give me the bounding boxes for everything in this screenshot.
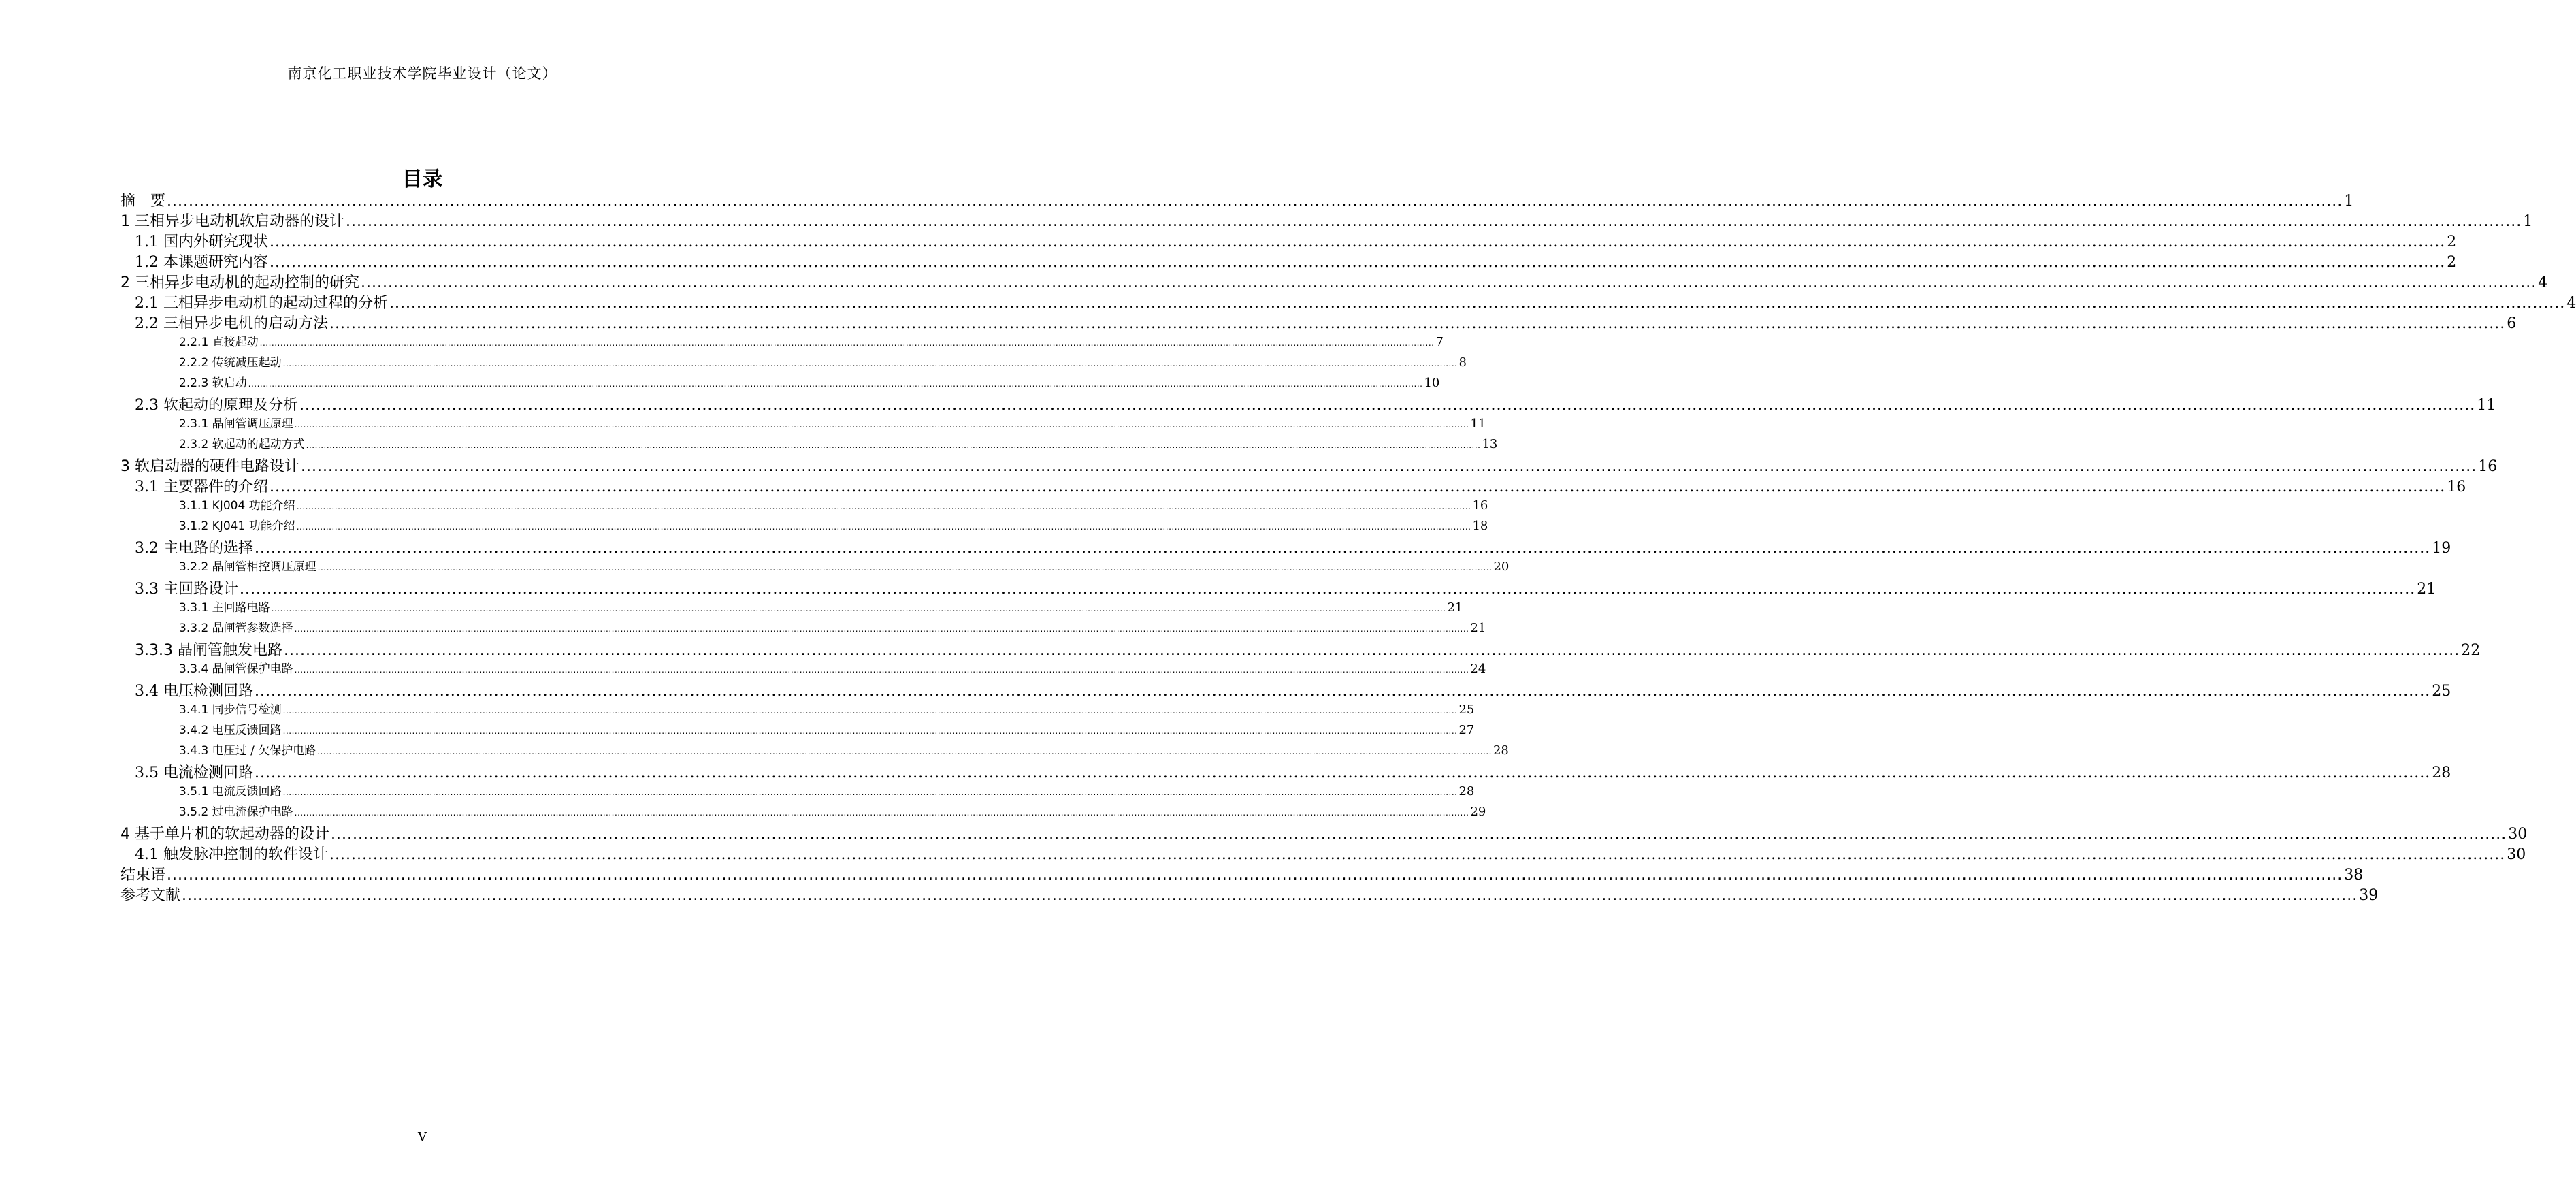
toc-leader-dots: ................................................................................................................................................................................................................................................................................................................................................................................................................ <box>306 440 1481 450</box>
toc-entry-page: 22 <box>2461 642 2481 659</box>
toc-entry-label: 1 三相异步电动机软启动器的设计 <box>120 213 344 230</box>
toc-entry-label: 3.2.2 晶闸管相控调压原理 <box>179 560 316 574</box>
toc-leader-dots: ................................................................................................................................................................................................................................................................................................................................................................................................................ <box>329 846 2506 863</box>
toc-leader-dots: ................................................................................................................................................................................................................................................................................................................................................................................................................ <box>331 826 2507 843</box>
toc-entry-page: 30 <box>2507 846 2526 863</box>
toc-entry-page: 24 <box>1470 662 1486 676</box>
toc-leader-dots: ................................................................................................................................................................................................................................................................................................................................................................................................................ <box>389 295 2566 312</box>
toc-entry[interactable] <box>179 598 1463 615</box>
toc-entry-page: 21 <box>1447 600 1463 615</box>
toc-entry[interactable] <box>179 557 1510 574</box>
toc-entry[interactable] <box>135 475 2466 496</box>
toc-entry[interactable] <box>179 434 1498 451</box>
toc-leader-dots: ................................................................................................................................................................................................................................................................................................................................................................................................................ <box>269 479 2446 496</box>
toc-entry[interactable] <box>120 455 2498 476</box>
toc-entry-label: 2.2 三相异步电机的启动方法 <box>135 315 328 332</box>
toc-entry-page: 13 <box>1482 437 1498 451</box>
toc-entry-label: 3.5.2 过电流保护电路 <box>179 805 293 819</box>
toc-leader-dots: ................................................................................................................................................................................................................................................................................................................................................................................................................ <box>239 581 2416 598</box>
toc-entry-page: 21 <box>1470 621 1486 635</box>
toc-leader-dots: ................................................................................................................................................................................................................................................................................................................................................................................................................ <box>254 764 2431 781</box>
toc-entry-label: 2.2.2 传统减压起动 <box>179 356 282 370</box>
toc-entry[interactable] <box>179 659 1486 676</box>
toc-entry-page: 7 <box>1435 335 1444 349</box>
toc-entry-label: 2.3 软起动的原理及分析 <box>135 397 298 414</box>
toc-entry-label: 3.1.2 KJ041 功能介绍 <box>179 519 295 533</box>
toc-entry-label: 2.3.1 晶闸管调压原理 <box>179 417 293 431</box>
toc-entry[interactable] <box>135 536 2451 558</box>
toc-entry-page: 28 <box>1458 784 1475 798</box>
toc-leader-dots: ................................................................................................................................................................................................................................................................................................................................................................................................................ <box>346 213 2522 230</box>
toc-entry[interactable] <box>179 353 1467 370</box>
toc-entry-page: 30 <box>2508 826 2528 843</box>
toc-entry[interactable] <box>179 802 1486 819</box>
toc-entry-page: 38 <box>2344 867 2364 884</box>
toc-leader-dots: ................................................................................................................................................................................................................................................................................................................................................................................................................ <box>271 604 1446 613</box>
toc-entry-label: 1.2 本课题研究内容 <box>135 254 268 271</box>
toc-entry[interactable] <box>120 210 2533 231</box>
toc-entry[interactable] <box>135 393 2496 415</box>
toc-entry-page: 28 <box>1493 743 1509 758</box>
toc-entry-label: 参考文献 <box>120 887 181 904</box>
toc-leader-dots: ................................................................................................................................................................................................................................................................................................................................................................................................................ <box>329 315 2506 332</box>
toc-leader-dots: ................................................................................................................................................................................................................................................................................................................................................................................................................ <box>294 420 1469 430</box>
toc-entry-label: 3.4.2 电压反馈回路 <box>179 724 282 737</box>
toc-entry-label: 2 三相异步电动机的起动控制的研究 <box>120 274 359 291</box>
toc-entry[interactable] <box>135 251 2457 272</box>
toc-entry-page: 2 <box>2447 254 2457 271</box>
toc-entry-label: 3.3.3 晶闸管触发电路 <box>135 642 282 659</box>
toc-entry-page: 8 <box>1458 355 1467 370</box>
toc-leader-dots: ................................................................................................................................................................................................................................................................................................................................................................................................................ <box>269 233 2446 251</box>
toc-entry-label: 3.3.4 晶闸管保护电路 <box>179 662 293 676</box>
toc-entry[interactable] <box>179 332 1444 349</box>
toc-leader-dots: ................................................................................................................................................................................................................................................................................................................................................................................................................ <box>282 359 1458 368</box>
toc-entry-page: 6 <box>2507 315 2517 332</box>
toc-entry[interactable] <box>135 679 2451 700</box>
toc-entry[interactable] <box>179 741 1509 758</box>
toc-entry-label: 1.1 国内外研究现状 <box>135 233 268 251</box>
toc-entry-label: 2.2.1 直接起动 <box>179 336 259 349</box>
toc-leader-dots: ................................................................................................................................................................................................................................................................................................................................................................................................................ <box>254 683 2431 700</box>
toc-entry[interactable] <box>120 189 2354 210</box>
toc-entry[interactable] <box>179 720 1475 737</box>
toc-entry-label: 2.2.3 软启动 <box>179 376 247 390</box>
toc-leader-dots: ................................................................................................................................................................................................................................................................................................................................................................................................................ <box>283 642 2460 659</box>
toc-entry[interactable] <box>135 843 2526 864</box>
toc-entry-page: 16 <box>2478 458 2498 475</box>
toc-entry-page: 21 <box>2417 581 2436 598</box>
toc-leader-dots: ................................................................................................................................................................................................................................................................................................................................................................................................................ <box>167 193 2343 210</box>
toc-entry-label: 3.5 电流检测回路 <box>135 764 253 781</box>
toc-entry-label: 4.1 触发脉冲控制的软件设计 <box>135 846 328 863</box>
toc-entry-page: 29 <box>1470 805 1486 819</box>
toc-leader-dots: ................................................................................................................................................................................................................................................................................................................................................................................................................ <box>294 624 1469 634</box>
toc-leader-dots: ................................................................................................................................................................................................................................................................................................................................................................................................................ <box>167 867 2343 884</box>
toc-entry[interactable] <box>120 863 2364 884</box>
toc-leader-dots: ................................................................................................................................................................................................................................................................................................................................................................................................................ <box>282 726 1458 736</box>
toc-entry[interactable] <box>179 781 1475 798</box>
toc-leader-dots: ................................................................................................................................................................................................................................................................................................................................................................................................................ <box>282 706 1458 715</box>
toc-entry-page: 4 <box>2538 274 2548 291</box>
toc-entry[interactable] <box>179 414 1486 431</box>
toc-entry-page: 28 <box>2432 764 2451 781</box>
toc-leader-dots: ................................................................................................................................................................................................................................................................................................................................................................................................................ <box>182 887 2358 904</box>
toc-entry-page: 16 <box>2447 479 2466 496</box>
toc-entry-page: 11 <box>1470 417 1486 431</box>
toc-leader-dots: ................................................................................................................................................................................................................................................................................................................................................................................................................ <box>294 808 1469 818</box>
toc-leader-dots: ................................................................................................................................................................................................................................................................................................................................................................................................................ <box>301 458 2477 475</box>
toc-entry[interactable] <box>135 230 2457 251</box>
toc-entry-page: 20 <box>1493 560 1510 574</box>
toc-entry-label: 2.3.2 软起动的起动方式 <box>179 438 305 451</box>
toc-entry-page: 1 <box>2523 213 2533 230</box>
toc-entry-page: 2 <box>2447 233 2457 251</box>
toc-entry[interactable] <box>135 639 2481 660</box>
toc-leader-dots: ................................................................................................................................................................................................................................................................................................................................................................................................................ <box>254 540 2431 557</box>
toc-leader-dots: ................................................................................................................................................................................................................................................................................................................................................................................................................ <box>317 747 1492 756</box>
toc-leader-dots: ................................................................................................................................................................................................................................................................................................................................................................................................................ <box>259 338 1435 348</box>
toc-entry[interactable] <box>135 312 2517 333</box>
toc-entry-label: 3.3 主回路设计 <box>135 581 238 598</box>
toc-entry-page: 18 <box>1472 519 1488 533</box>
toc-entry[interactable] <box>179 700 1475 717</box>
toc-entry-page: 11 <box>2477 397 2496 414</box>
toc-entry-page: 19 <box>2432 540 2451 557</box>
toc-entry-page: 16 <box>1472 498 1488 513</box>
toc-leader-dots: ................................................................................................................................................................................................................................................................................................................................................................................................................ <box>299 397 2476 414</box>
toc-entry[interactable] <box>179 373 1440 390</box>
toc-entry[interactable] <box>179 496 1488 513</box>
toc-entry-label: 3 软启动器的硬件电路设计 <box>120 458 299 475</box>
toc-entry-page: 4 <box>2566 295 2576 312</box>
toc-leader-dots: ................................................................................................................................................................................................................................................................................................................................................................................................................ <box>294 665 1469 675</box>
toc-entry-label: 摘 要 <box>120 193 166 210</box>
toc-entry-page: 25 <box>2432 683 2451 700</box>
toc-entry-label: 3.3.1 主回路电路 <box>179 601 270 615</box>
toc-entry-page: 1 <box>2344 193 2354 210</box>
toc-entry[interactable] <box>179 516 1488 533</box>
toc-entry-label: 3.4.1 同步信号检测 <box>179 703 282 717</box>
toc-entry-page: 39 <box>2359 887 2379 904</box>
toc-entry-label: 3.1 主要器件的介绍 <box>135 479 268 496</box>
toc-entry[interactable] <box>179 618 1486 635</box>
toc-leader-dots: ................................................................................................................................................................................................................................................................................................................................................................................................................ <box>296 502 1471 511</box>
toc-entry-label: 结束语 <box>120 867 166 884</box>
toc-entry-label: 3.4.3 电压过 / 欠保护电路 <box>179 744 316 758</box>
toc-leader-dots: ................................................................................................................................................................................................................................................................................................................................................................................................................ <box>361 274 2537 291</box>
running-header: 南京化工职业技术学院毕业设计（论文） <box>287 65 557 82</box>
toc-entry-label: 3.1.1 KJ004 功能介绍 <box>179 499 295 513</box>
toc-leader-dots: ................................................................................................................................................................................................................................................................................................................................................................................................................ <box>248 379 1423 389</box>
toc-entry-label: 3.5.1 电流反馈回路 <box>179 785 282 798</box>
page-number: V <box>418 1130 427 1144</box>
toc-leader-dots: ................................................................................................................................................................................................................................................................................................................................................................................................................ <box>317 563 1493 572</box>
toc-entry-page: 10 <box>1424 376 1440 390</box>
toc-entry[interactable] <box>135 761 2451 782</box>
page-title: 目录 <box>402 167 443 191</box>
toc-entry[interactable] <box>135 291 2576 312</box>
toc-entry-label: 3.3.2 晶闸管参数选择 <box>179 622 293 635</box>
toc-entry[interactable] <box>120 822 2528 843</box>
toc-entry-label: 3.4 电压检测回路 <box>135 683 253 700</box>
toc-entry-page: 25 <box>1458 703 1475 717</box>
toc-leader-dots: ................................................................................................................................................................................................................................................................................................................................................................................................................ <box>296 522 1471 532</box>
toc-entry-label: 2.1 三相异步电动机的起动过程的分析 <box>135 295 388 312</box>
toc-leader-dots: ................................................................................................................................................................................................................................................................................................................................................................................................................ <box>269 254 2446 271</box>
toc-entry[interactable] <box>120 271 2548 292</box>
toc-entry[interactable] <box>135 577 2436 598</box>
toc-entry-label: 3.2 主电路的选择 <box>135 540 253 557</box>
toc-leader-dots: ................................................................................................................................................................................................................................................................................................................................................................................................................ <box>282 788 1458 797</box>
toc-entry-page: 27 <box>1458 723 1475 737</box>
toc-entry[interactable] <box>120 884 2379 905</box>
toc-entry-label: 4 基于单片机的软起动器的设计 <box>120 826 329 843</box>
